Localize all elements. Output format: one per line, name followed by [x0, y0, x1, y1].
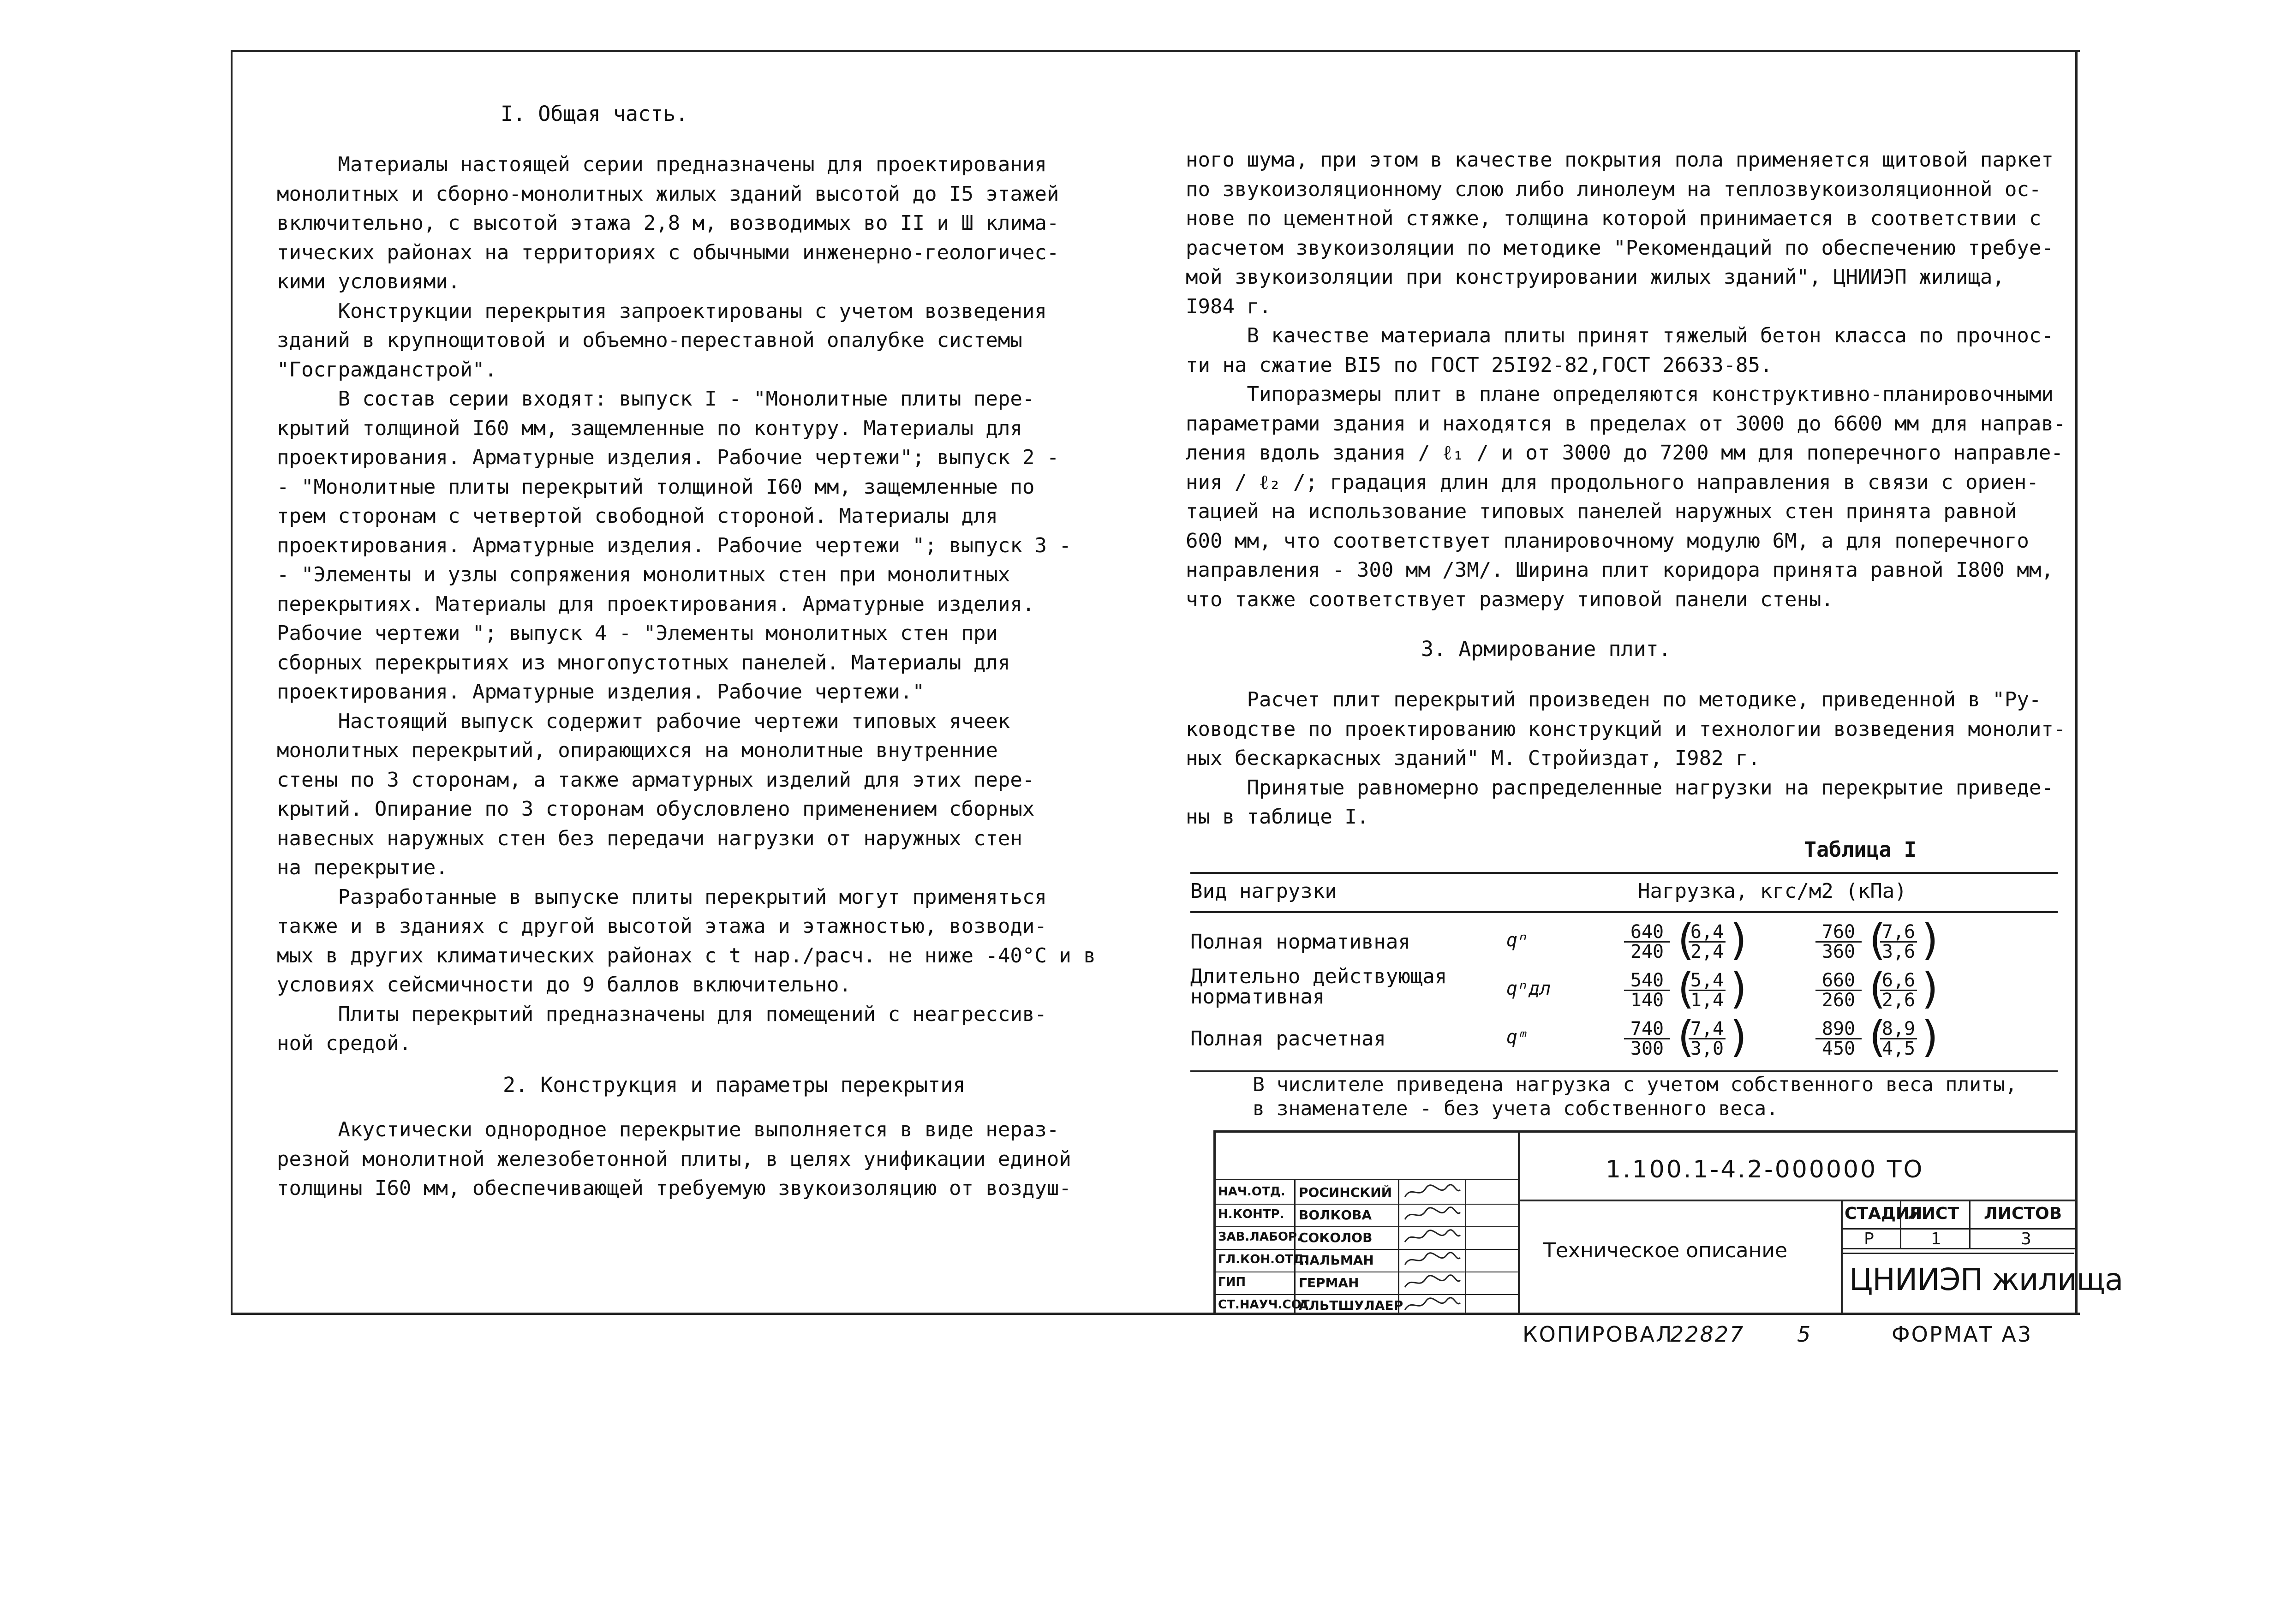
section2-heading: 2. Конструкция и параметры перекрытия [503, 1073, 966, 1097]
text-line: В качестве материала плиты принят тяжелый бетон класса по прочнос- [1186, 324, 2054, 347]
sheet-value: 1 [1931, 1230, 1941, 1248]
numerator: 660 [1815, 971, 1862, 991]
text-line: включительно, с высотой этажа 2,8 м, возводимых во II и Ш клима- [277, 211, 1059, 235]
text-line: - "Элементы и узлы сопряжения монолитных стен при монолитных [277, 563, 1010, 586]
format-label: ФОРМАТ А3 [1892, 1322, 2033, 1347]
text-line: Расчет плит перекрытий произведен по методике, приведенной в "Ру- [1186, 688, 2042, 711]
text-line: зданий в крупнощитовой и объемно-переставной опалубке системы [277, 328, 1022, 352]
denominator: 300 [1630, 1038, 1664, 1059]
paren-close: ) [1918, 964, 1944, 1013]
section1-heading: I. Общая часть. [501, 102, 688, 126]
signature-icon [1403, 1183, 1463, 1201]
sheet-label: ЛИСТ [1908, 1204, 1959, 1223]
person-name: ПАЛЬМАН [1299, 1253, 1374, 1268]
denominator: 4,5 [1881, 1038, 1916, 1059]
role-label: Н.КОНТР. [1218, 1207, 1284, 1221]
text-line: ных бескаркасных зданий" М. Стройиздат, I982 г. [1186, 746, 1761, 770]
text-line: толщины I60 мм, обеспечивающей требуемую звукоизоляцию от воздуш- [277, 1176, 1071, 1200]
numerator: 7,4 [1689, 1020, 1726, 1039]
stage-value: Р [1864, 1230, 1874, 1248]
load-symbol: qᵐ [1506, 1027, 1529, 1048]
table-col-type: Вид нагрузки [1190, 879, 1337, 903]
text-line: резной монолитной железобетонной плиты, в целях унификации единой [277, 1147, 1071, 1171]
text-line: мой звукоизоляции при конструировании жилых зданий", ЦНИИЭП жилища, [1186, 265, 2005, 289]
signature-icon [1403, 1251, 1463, 1269]
paren-open: ( [1864, 1012, 1890, 1062]
denominator: 2,4 [1690, 941, 1724, 962]
copy-number: 22827 [1670, 1322, 1745, 1347]
numerator: 8,9 [1880, 1020, 1917, 1039]
text-line: Конструкции перекрытия запроектированы с учетом возведения [277, 299, 1047, 323]
load-type-label: Длительно действующая [1190, 965, 1447, 988]
load-symbol: qⁿдл [1506, 978, 1551, 999]
load-type-label: Полная расчетная [1190, 1027, 1386, 1051]
paren-close: ) [1918, 915, 1944, 965]
text-line: "Госгражданстрой". [277, 358, 497, 382]
load-type-label: нормативная [1190, 985, 1325, 1009]
person-name: СОКОЛОВ [1299, 1230, 1373, 1245]
paren-close: ) [1726, 964, 1752, 1013]
paren-open: ( [1864, 964, 1890, 1013]
text-line: также и в зданиях с другой высотой этажа и этажностью, возводи- [277, 914, 1047, 938]
text-line: ны в таблице I. [1186, 805, 1369, 829]
text-line: монолитных и сборно-монолитных жилых зданий высотой до I5 этажей [277, 182, 1059, 206]
sheets-label: ЛИСТОВ [1984, 1204, 2062, 1223]
signature-icon [1403, 1273, 1463, 1292]
signature-icon [1403, 1228, 1463, 1247]
role-label: СТ.НАУЧ.СОТ. [1218, 1298, 1314, 1312]
text-line: направления - 300 мм /3М/. Ширина плит коридора принята равной I800 мм, [1186, 558, 2054, 582]
numerator: 5,4 [1689, 971, 1726, 991]
text-line: ного шума, при этом в качестве покрытия пола применяется щитовой паркет [1186, 148, 2054, 172]
text-line: Принятые равномерно распределенные нагрузки на перекрытие приведе- [1186, 776, 2054, 800]
denominator: 3,6 [1881, 941, 1916, 962]
text-line: что также соответствует размеру типовой панели стены. [1186, 587, 1833, 611]
text-line: расчетом звукоизоляции по методике "Рекомендаций по обеспечению требуе- [1186, 236, 2054, 260]
load-symbol: qⁿ [1506, 930, 1529, 951]
numerator: 540 [1624, 971, 1670, 991]
person-name: АЛЬТШУЛАЕР [1299, 1298, 1403, 1313]
text-line: по звукоизоляционному слою либо линолеум на теплозвукоизоляционной ос- [1186, 177, 2042, 201]
stage-label: СТАДИЯ [1845, 1204, 1923, 1223]
text-line: перекрытиях. Материалы для проектирования. Арматурные изделия. [277, 592, 1035, 616]
table-col-load: Нагрузка, кгс/м2 (кПа) [1638, 879, 1907, 903]
text-line: Рабочие чертежи "; выпуск 4 - "Элементы монолитных стен при [277, 621, 998, 645]
numerator: 890 [1815, 1020, 1862, 1039]
numerator: 760 [1815, 923, 1862, 943]
paren-open: ( [1672, 964, 1698, 1013]
note-line: В числителе приведена нагрузка с учетом собственного веса плиты, [1253, 1073, 2017, 1096]
text-line: I984 г. [1186, 294, 1272, 318]
load-type-label: Полная нормативная [1190, 930, 1410, 954]
signature-icon [1403, 1296, 1463, 1314]
paren-close: ) [1918, 1012, 1944, 1062]
text-line: Акустически однородное перекрытие выполняется в виде нераз- [277, 1118, 1059, 1141]
text-line: навесных наружных стен без передачи нагрузки от наружных стен [277, 826, 1022, 850]
text-line: нове по цементной стяжке, толщина которой принимается в соответствии с [1186, 207, 2042, 230]
paren-close: ) [1726, 915, 1752, 965]
text-line: сборных перекрытиях из многопустотных панелей. Материалы для [277, 651, 1010, 675]
role-label: ГИП [1218, 1275, 1246, 1289]
text-line: Материалы настоящей серии предназначены для проектирования [277, 153, 1047, 176]
numerator: 640 [1624, 923, 1670, 943]
denominator: 3,0 [1690, 1038, 1724, 1059]
text-line: кими условиями. [277, 270, 460, 293]
copied-label: КОПИРОВАЛ [1523, 1322, 1673, 1347]
numerator: 740 [1624, 1020, 1670, 1039]
text-line: проектирования. Арматурные изделия. Рабочие чертежи "; выпуск 3 - [277, 533, 1071, 557]
text-line: стены по 3 сторонам, а также арматурных изделий для этих пере- [277, 768, 1035, 792]
section3-heading: 3. Армирование плит. [1421, 637, 1671, 661]
text-line: мых в других климатических районах с t нар./расч. не ниже -40°С и в [277, 943, 1096, 967]
note-line: в знаменателе - без учета собственного веса. [1253, 1097, 1779, 1120]
role-label: НАЧ.ОТД. [1218, 1185, 1285, 1199]
text-line: ководстве по проектированию конструкций и технологии возведения монолит- [1186, 717, 2066, 741]
page-number: 5 [1797, 1322, 1812, 1347]
text-line: монолитных перекрытий, опирающихся на монолитные внутренние [277, 739, 998, 762]
numerator: 6,4 [1689, 923, 1726, 943]
denominator: 240 [1630, 941, 1664, 962]
paren-close: ) [1726, 1012, 1752, 1062]
role-label: ГЛ.КОН.ОТД. [1218, 1253, 1308, 1266]
text-line: Настоящий выпуск содержит рабочие чертежи типовых ячеек [277, 709, 1010, 733]
org-name: ЦНИИЭП жилища [1849, 1262, 2123, 1297]
text-line: тацией на использование типовых панелей наружных стен принята равной [1186, 500, 2017, 523]
denominator: 2,6 [1881, 990, 1916, 1011]
text-line: ления вдоль здания / ℓ₁ / и от 3000 до 7200 мм для поперечного направле- [1186, 441, 2063, 465]
sheets-value: 3 [2021, 1230, 2031, 1248]
numerator: 6,6 [1880, 971, 1917, 991]
text-line: 600 мм, что соответствует планировочному модулю 6М, а для поперечного [1186, 529, 2029, 553]
text-line: крытий. Опирание по 3 сторонам обусловлено применением сборных [277, 797, 1035, 821]
doc-title: Техническое описание [1543, 1239, 1788, 1262]
role-label: ЗАВ.ЛАБОР. [1218, 1230, 1302, 1244]
text-line: параметрами здания и находятся в пределах от 3000 до 6600 мм для направ- [1186, 412, 2066, 436]
doc-code: 1.100.1-4.2-000000 ТО [1606, 1156, 1924, 1183]
signature-icon [1403, 1206, 1463, 1224]
text-line: трем сторонам с четвертой свободной стороной. Материалы для [277, 504, 998, 528]
text-line: проектирования. Арматурные изделия. Рабочие чертежи"; выпуск 2 - [277, 446, 1059, 469]
text-line: Типоразмеры плит в плане определяются конструктивно-планировочными [1186, 382, 2054, 406]
table-caption: Таблица I [1804, 837, 1917, 862]
denominator: 1,4 [1690, 990, 1724, 1011]
paren-open: ( [1864, 915, 1890, 965]
person-name: РОСИНСКИЙ [1299, 1185, 1392, 1200]
denominator: 260 [1821, 990, 1856, 1011]
denominator: 360 [1821, 941, 1856, 962]
text-line: проектирования. Арматурные изделия. Рабочие чертежи." [277, 680, 925, 704]
paren-open: ( [1672, 915, 1698, 965]
denominator: 450 [1821, 1038, 1856, 1059]
paren-open: ( [1672, 1012, 1698, 1062]
text-line: ти на сжатие ВI5 по ГОСТ 25I92-82,ГОСТ 26633-85. [1186, 353, 1773, 377]
person-name: ВОЛКОВА [1299, 1207, 1372, 1223]
text-line: ной средой. [277, 1032, 412, 1055]
text-line: ния / ℓ₂ /; градация длин для продольного направления в связи с ориен- [1186, 470, 2039, 494]
text-line: В состав серии входят: выпуск I - "Монолитные плиты пере- [277, 387, 1035, 411]
text-line: условиях сейсмичности до 9 баллов включительно. [277, 973, 852, 997]
text-line: на перекрытие. [277, 856, 448, 879]
text-line: крытий толщиной I60 мм, защемленные по контуру. Материалы для [277, 416, 1022, 440]
denominator: 140 [1630, 990, 1664, 1011]
text-line: Плиты перекрытий предназначены для помещений с неагрессив- [277, 1002, 1047, 1026]
text-line: - "Монолитные плиты перекрытий толщиной I60 мм, защемленные по [277, 475, 1035, 499]
numerator: 7,6 [1880, 923, 1917, 943]
text-line: Разработанные в выпуске плиты перекрытий могут применяться [277, 885, 1047, 909]
text-line: тических районах на территориях с обычными инженерно-геологичес- [277, 240, 1059, 264]
person-name: ГЕРМАН [1299, 1275, 1359, 1290]
